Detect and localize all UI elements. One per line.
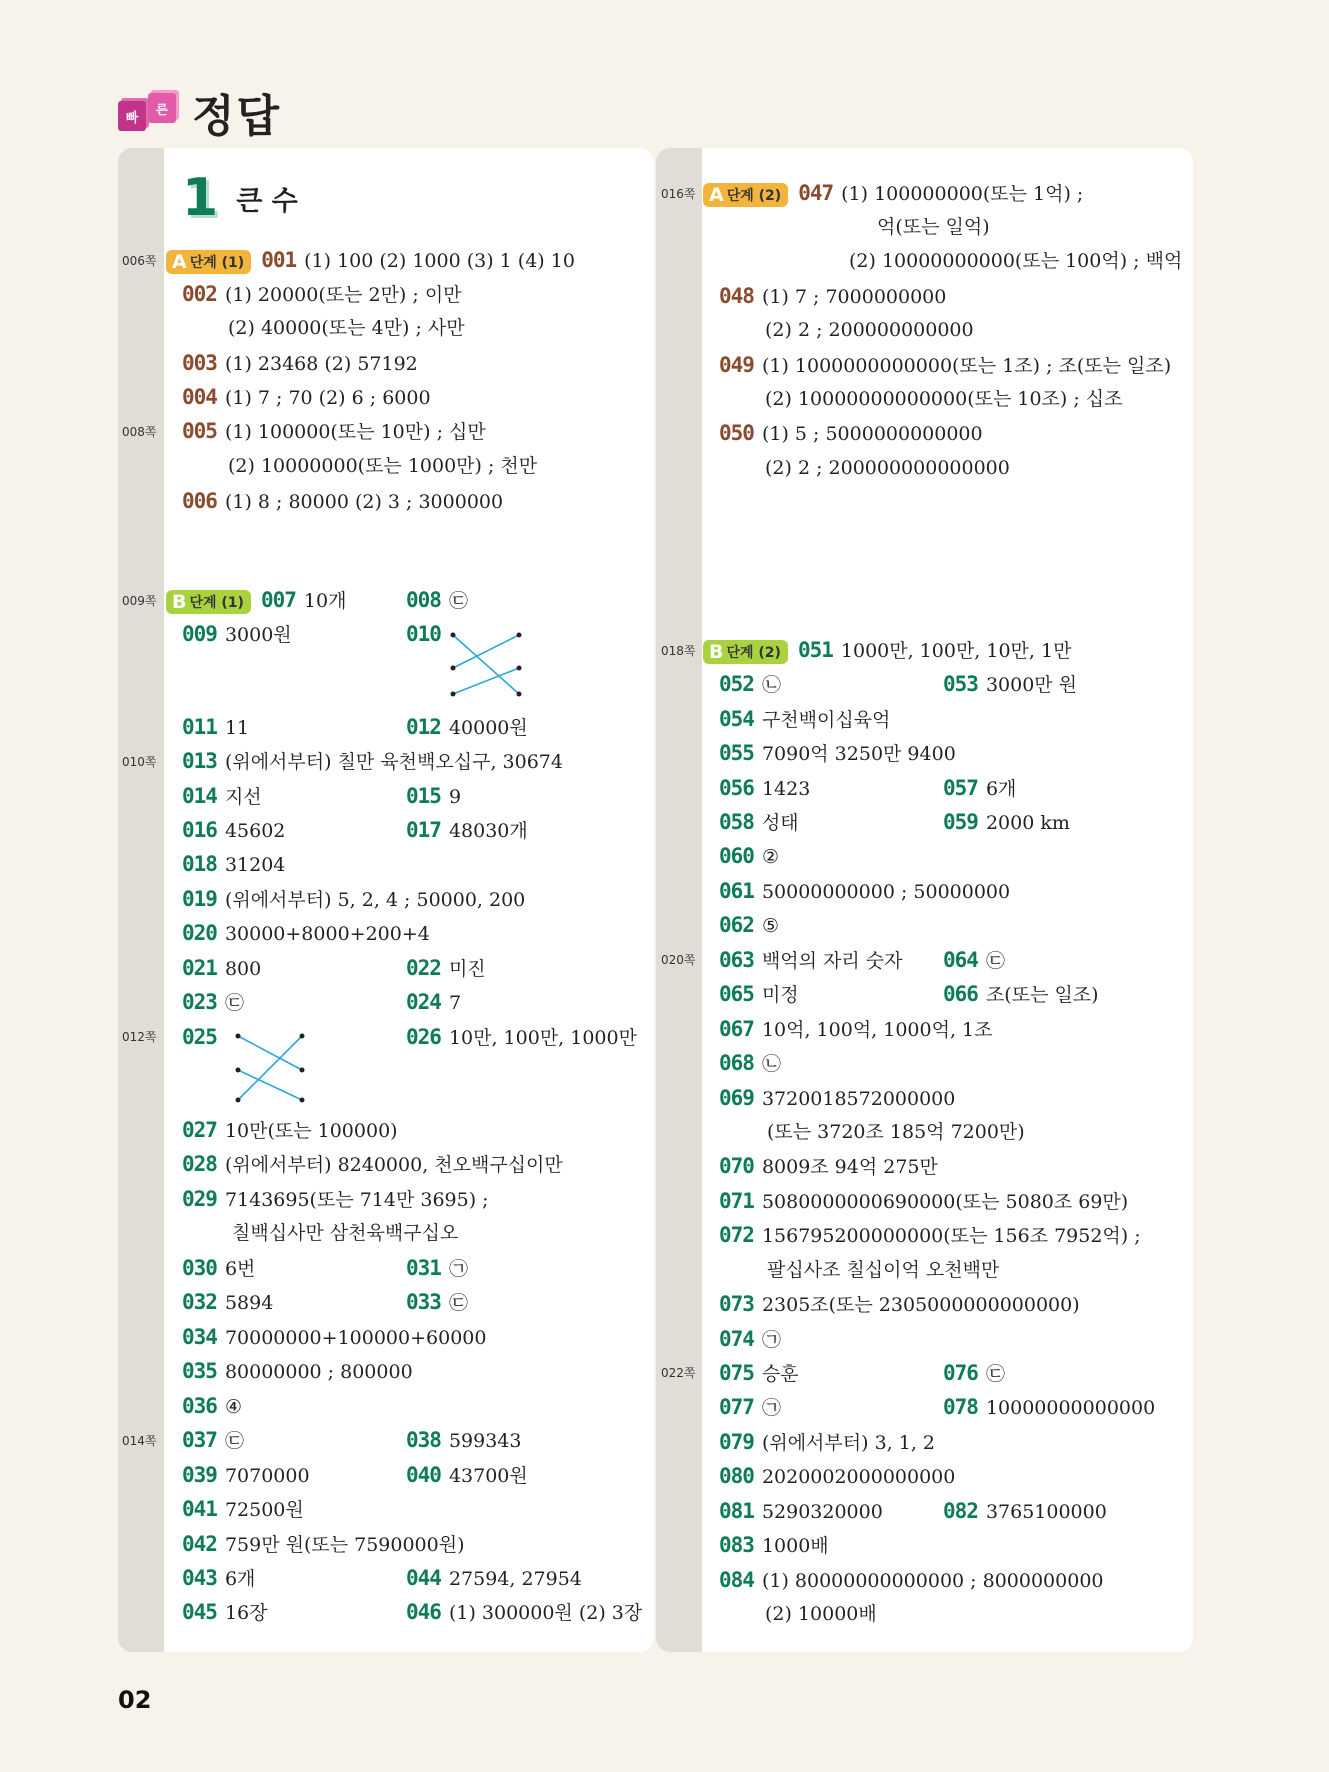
answer-text: 7143695(또는 714만 3695) ; xyxy=(224,1189,489,1211)
answer-row xyxy=(182,818,285,843)
answer-number: 081 xyxy=(719,1499,754,1523)
answer-text: 5290320000 xyxy=(761,1501,883,1523)
answer-text: 45602 xyxy=(224,820,286,842)
answer-text: 승훈 xyxy=(761,1363,799,1385)
answer-row xyxy=(406,1566,582,1591)
answer-row xyxy=(182,715,249,740)
answer-number: 031 xyxy=(406,1256,441,1280)
answer-text: 2305조(또는 2305000000000000) xyxy=(761,1294,1080,1316)
answer-row xyxy=(182,419,486,444)
answer-text: ㉠ xyxy=(761,1329,781,1351)
answer-row xyxy=(943,1395,1155,1420)
answer-cont: (또는 3720조 185억 7200만) xyxy=(767,1121,1025,1143)
answer-row xyxy=(182,1359,413,1384)
answer-number: 004 xyxy=(182,385,217,409)
answer-number: 037 xyxy=(182,1428,217,1452)
logo-cube: 빠 xyxy=(118,101,146,131)
answer-row xyxy=(406,715,528,740)
answer-row xyxy=(703,638,1071,664)
answer-row xyxy=(406,784,461,809)
answer-text: ㉠ xyxy=(448,1258,468,1280)
answer-row xyxy=(182,282,462,307)
answer-row xyxy=(943,810,1070,835)
answer-row xyxy=(182,1025,225,1050)
answer-number: 041 xyxy=(182,1497,217,1521)
answer-text: 7070000 xyxy=(224,1465,310,1487)
answer-text: (위에서부터) 칠만 육천백오십구, 30674 xyxy=(224,751,563,773)
answer-text: ㉡ xyxy=(761,674,781,696)
answer-number: 032 xyxy=(182,1290,217,1314)
answer-text: 50000000000 ; 50000000 xyxy=(761,881,1011,903)
stage-badge: A 단계 (2) xyxy=(703,183,788,207)
answer-number: 052 xyxy=(719,672,754,696)
answer-text: 800 xyxy=(224,958,262,980)
answer-text: 10만(또는 100000) xyxy=(224,1120,398,1142)
answer-number: 047 xyxy=(798,181,834,205)
answer-text: ㉡ xyxy=(761,1053,781,1075)
answer-row xyxy=(406,622,449,647)
answer-number: 020 xyxy=(182,921,217,945)
answer-number: 017 xyxy=(406,818,441,842)
answer-text: 3720018572000000 xyxy=(761,1088,956,1110)
answer-number: 083 xyxy=(719,1533,754,1557)
answer-number: 030 xyxy=(182,1256,217,1280)
answer-text: 3000원 xyxy=(224,624,292,646)
answer-number: 016 xyxy=(182,818,217,842)
answer-number: 014 xyxy=(182,784,217,808)
answer-row xyxy=(406,956,486,981)
answer-text: 43700원 xyxy=(448,1465,528,1487)
answer-number: 071 xyxy=(719,1189,754,1213)
answer-number: 015 xyxy=(406,784,441,808)
chapter-number: 1 xyxy=(182,168,219,228)
answer-text: (1) 100000(또는 10만) ; 십만 xyxy=(224,421,486,443)
answer-text: 구천백이십육억 xyxy=(761,709,891,731)
answer-row xyxy=(719,421,983,446)
answer-text: ㉢ xyxy=(985,950,1005,972)
answer-number: 039 xyxy=(182,1463,217,1487)
answer-text: (1) 80000000000000 ; 8000000000 xyxy=(761,1570,1104,1592)
answer-row xyxy=(182,1290,273,1315)
answer-cont: (2) 10000000000000(또는 10조) ; 십조 xyxy=(765,388,1123,410)
answer-text: 3765100000 xyxy=(985,1501,1107,1523)
answer-number: 074 xyxy=(719,1327,754,1351)
answer-row xyxy=(719,1292,1080,1317)
page-ref: 020쪽 xyxy=(661,953,696,967)
answer-text: (1) 7 ; 7000000000 xyxy=(761,286,947,308)
logo-cube: 른 xyxy=(148,93,176,123)
page-ref: 008쪽 xyxy=(122,425,157,439)
answer-text: ㉠ xyxy=(761,1397,781,1419)
answer-row xyxy=(182,489,503,514)
answer-number: 060 xyxy=(719,844,754,868)
answer-number: 001 xyxy=(261,248,297,272)
answer-number: 013 xyxy=(182,749,217,773)
answer-text: ④ xyxy=(224,1396,242,1418)
answer-number: 003 xyxy=(182,351,217,375)
matching-lines-diagram xyxy=(448,628,526,704)
answer-number: 058 xyxy=(719,810,754,834)
answer-row xyxy=(182,887,525,912)
answer-number: 070 xyxy=(719,1154,754,1178)
answer-number: 078 xyxy=(943,1395,978,1419)
answer-row xyxy=(182,852,285,877)
answer-number: 075 xyxy=(719,1361,754,1385)
answer-text: (1) 300000원 (2) 3장 xyxy=(448,1602,643,1624)
answer-row xyxy=(719,1499,883,1524)
answer-row xyxy=(719,982,799,1007)
answer-row xyxy=(182,1428,244,1453)
answer-number: 045 xyxy=(182,1600,217,1624)
answer-row xyxy=(182,1600,267,1625)
answer-row xyxy=(943,1499,1107,1524)
answer-text: (1) 23468 (2) 57192 xyxy=(224,353,418,375)
answer-row xyxy=(182,1532,465,1557)
stage-badge: B 단계 (1) xyxy=(166,590,251,614)
answer-row xyxy=(166,248,575,274)
answer-text: 30000+8000+200+4 xyxy=(224,923,430,945)
answer-number: 034 xyxy=(182,1325,217,1349)
logo xyxy=(118,87,180,137)
answer-row xyxy=(943,1361,1005,1386)
page-ref: 016쪽 xyxy=(661,187,696,201)
answer-text: (위에서부터) 3, 1, 2 xyxy=(761,1432,935,1454)
answer-row xyxy=(406,588,468,613)
answer-number: 008 xyxy=(406,588,441,612)
answer-number: 048 xyxy=(719,284,754,308)
answer-text: 3000만 원 xyxy=(985,674,1078,696)
page-ref: 022쪽 xyxy=(661,1366,696,1380)
answer-number: 012 xyxy=(406,715,441,739)
answer-number: 002 xyxy=(182,282,217,306)
answer-row xyxy=(182,1325,486,1350)
answer-row xyxy=(406,1600,642,1625)
answer-row xyxy=(406,1463,528,1488)
answer-text: (1) 100 (2) 1000 (3) 1 (4) 10 xyxy=(304,250,575,272)
answer-number: 049 xyxy=(719,353,754,377)
answer-row xyxy=(719,353,1171,378)
answer-text: (1) 5 ; 5000000000000 xyxy=(761,423,983,445)
answer-number: 036 xyxy=(182,1394,217,1418)
answer-number: 019 xyxy=(182,887,217,911)
answer-row xyxy=(182,1394,242,1419)
answer-text: ㉢ xyxy=(985,1363,1005,1385)
answer-number: 038 xyxy=(406,1428,441,1452)
answer-number: 046 xyxy=(406,1600,441,1624)
stage-badge: A 단계 (1) xyxy=(166,250,251,274)
answer-row xyxy=(406,990,461,1015)
answer-number: 073 xyxy=(719,1292,754,1316)
answer-number: 082 xyxy=(943,1499,978,1523)
answer-row xyxy=(182,1497,304,1522)
answer-number: 018 xyxy=(182,852,217,876)
answer-number: 005 xyxy=(182,419,217,443)
answer-row xyxy=(719,810,799,835)
answer-row xyxy=(406,1256,468,1281)
answer-number: 024 xyxy=(406,990,441,1014)
answer-row xyxy=(182,622,292,647)
answer-text: 2020002000000000 xyxy=(761,1466,956,1488)
answer-text: 156795200000000(또는 156조 7952억) ; xyxy=(761,1225,1141,1247)
answer-row xyxy=(719,1361,799,1386)
answer-row xyxy=(406,1025,637,1050)
answer-row xyxy=(703,181,1083,207)
answer-row xyxy=(719,844,779,869)
answer-row xyxy=(719,948,903,973)
answer-row xyxy=(182,385,431,410)
answer-row xyxy=(719,1533,829,1558)
answer-text: (위에서부터) 8240000, 천오백구십이만 xyxy=(224,1154,563,1176)
page-ref: 010쪽 xyxy=(122,755,157,769)
answer-text: 10만, 100만, 1000만 xyxy=(448,1027,637,1049)
answer-number: 064 xyxy=(943,948,978,972)
answer-number: 077 xyxy=(719,1395,754,1419)
page-number: 02 xyxy=(118,1686,152,1714)
answer-text: 6개 xyxy=(224,1568,256,1590)
answer-number: 009 xyxy=(182,622,217,646)
answer-cont: (2) 10000배 xyxy=(765,1603,877,1625)
answer-text: 성태 xyxy=(761,812,799,834)
answer-number: 033 xyxy=(406,1290,441,1314)
chapter-heading xyxy=(182,168,298,228)
answer-number: 057 xyxy=(943,776,978,800)
answer-cont: 억(또는 일억) xyxy=(877,216,990,238)
answer-text: 8009조 94억 275만 xyxy=(761,1156,938,1178)
answer-text: (1) 7 ; 70 (2) 6 ; 6000 xyxy=(224,387,431,409)
answer-row xyxy=(406,1428,521,1453)
answer-text: 5894 xyxy=(224,1292,274,1314)
answer-number: 040 xyxy=(406,1463,441,1487)
answer-number: 055 xyxy=(719,741,754,765)
answer-row xyxy=(719,741,956,766)
answer-cont: (2) 2 ; 200000000000 xyxy=(765,319,974,341)
answer-text: 5080000000690000(또는 5080조 69만) xyxy=(761,1191,1129,1213)
answer-text: 7090억 3250만 9400 xyxy=(761,743,956,765)
answer-row xyxy=(182,1152,563,1177)
answer-text: 백억의 자리 숫자 xyxy=(761,950,903,972)
answer-row xyxy=(406,1290,468,1315)
page-ref: 018쪽 xyxy=(661,644,696,658)
answer-text: 6번 xyxy=(224,1258,256,1280)
answer-text: 599343 xyxy=(448,1430,522,1452)
answer-row xyxy=(182,1118,398,1143)
answer-text: 2000 km xyxy=(985,812,1070,834)
answer-number: 050 xyxy=(719,421,754,445)
stage-badge: B 단계 (2) xyxy=(703,640,788,664)
answer-text: 1423 xyxy=(761,778,811,800)
answer-text: (1) 8 ; 80000 (2) 3 ; 3000000 xyxy=(224,491,504,513)
answer-text: 10000000000000 xyxy=(985,1397,1156,1419)
answer-row xyxy=(182,1463,310,1488)
page-ref: 006쪽 xyxy=(122,254,157,268)
answer-row xyxy=(719,1568,1104,1593)
answer-row xyxy=(719,913,779,938)
answer-number: 068 xyxy=(719,1051,754,1075)
answer-number: 026 xyxy=(406,1025,441,1049)
answer-number: 051 xyxy=(797,638,833,662)
answer-row xyxy=(719,672,781,697)
answer-row xyxy=(719,1154,938,1179)
answer-row xyxy=(406,818,528,843)
answer-row xyxy=(943,776,1016,801)
answer-text: 1000배 xyxy=(761,1535,829,1557)
answer-text: 31204 xyxy=(224,854,286,876)
answer-number: 054 xyxy=(719,707,754,731)
answer-number: 010 xyxy=(406,622,441,646)
answer-row xyxy=(719,1086,955,1111)
answer-text: 16장 xyxy=(224,1602,268,1624)
answer-row xyxy=(719,1464,955,1489)
answer-row xyxy=(182,351,418,376)
answer-text: ② xyxy=(761,846,779,868)
answer-text: 80000000 ; 800000 xyxy=(224,1361,413,1383)
page-header xyxy=(118,82,281,142)
answer-number: 061 xyxy=(719,879,754,903)
page-ref: 014쪽 xyxy=(122,1434,157,1448)
answer-text: (1) 100000000(또는 1억) ; xyxy=(841,183,1084,205)
answer-number: 043 xyxy=(182,1566,217,1590)
answer-row xyxy=(943,948,1005,973)
answer-number: 028 xyxy=(182,1152,217,1176)
answer-text: ㉢ xyxy=(224,1430,244,1452)
answer-number: 053 xyxy=(943,672,978,696)
matching-lines-diagram xyxy=(232,1030,308,1106)
answer-text: 1000만, 100만, 10만, 1만 xyxy=(840,640,1072,662)
answer-text: 27594, 27954 xyxy=(448,1568,582,1590)
answer-row xyxy=(182,1566,255,1591)
answer-number: 044 xyxy=(406,1566,441,1590)
answer-row xyxy=(719,1430,935,1455)
answer-text: 72500원 xyxy=(224,1499,304,1521)
answer-number: 080 xyxy=(719,1464,754,1488)
answer-number: 023 xyxy=(182,990,217,1014)
answer-text: 10억, 100억, 1000억, 1조 xyxy=(761,1019,993,1041)
answer-number: 027 xyxy=(182,1118,217,1142)
answer-number: 072 xyxy=(719,1223,754,1247)
answer-number: 076 xyxy=(943,1361,978,1385)
answer-row xyxy=(719,284,946,309)
answer-text: 10개 xyxy=(303,590,347,612)
answer-number: 059 xyxy=(943,810,978,834)
answer-row xyxy=(182,1187,489,1212)
answer-row xyxy=(182,956,261,981)
answer-text: 48030개 xyxy=(448,820,528,842)
answer-text: 지선 xyxy=(224,786,262,808)
answer-row xyxy=(182,784,262,809)
answer-cont: 칠백십사만 삼천육백구십오 xyxy=(232,1222,459,1244)
answer-number: 063 xyxy=(719,948,754,972)
answer-number: 029 xyxy=(182,1187,217,1211)
answer-number: 066 xyxy=(943,982,978,1006)
answer-row xyxy=(943,982,1099,1007)
answer-row xyxy=(943,672,1077,697)
answer-cont: 팔십사조 칠십이억 오천백만 xyxy=(767,1259,1000,1281)
answer-row xyxy=(182,921,430,946)
answer-row xyxy=(182,749,563,774)
answer-row xyxy=(166,588,346,614)
answer-text: 6개 xyxy=(985,778,1017,800)
page-ref-gutter xyxy=(656,148,702,1652)
answer-number: 079 xyxy=(719,1430,754,1454)
answer-row xyxy=(182,1256,255,1281)
answer-text: 미진 xyxy=(448,958,486,980)
answer-cont: (2) 10000000000(또는 100억) ; 백억 xyxy=(849,250,1183,272)
answer-text: (1) 20000(또는 2만) ; 이만 xyxy=(224,284,462,306)
answer-text: ㉢ xyxy=(448,1292,468,1314)
answer-row xyxy=(719,1051,781,1076)
answer-row xyxy=(719,1017,992,1042)
answer-text: 759만 원(또는 7590000원) xyxy=(224,1534,465,1556)
answer-number: 021 xyxy=(182,956,217,980)
answer-text: 9 xyxy=(448,786,462,808)
answer-text: (1) 1000000000000(또는 1조) ; 조(또는 일조) xyxy=(761,355,1172,377)
answer-number: 007 xyxy=(260,588,296,612)
answer-cont: (2) 40000(또는 4만) ; 사만 xyxy=(228,317,465,339)
answer-text: 40000원 xyxy=(448,717,528,739)
answer-row xyxy=(719,707,890,732)
answer-text: ⑤ xyxy=(761,915,779,937)
page-title: 정답 xyxy=(192,91,282,142)
answer-number: 056 xyxy=(719,776,754,800)
answer-number: 035 xyxy=(182,1359,217,1383)
answer-number: 084 xyxy=(719,1568,754,1592)
answer-number: 069 xyxy=(719,1086,754,1110)
chapter-title: 큰 수 xyxy=(236,185,298,217)
page-ref: 009쪽 xyxy=(122,594,157,608)
answer-row xyxy=(719,1189,1128,1214)
answer-number: 022 xyxy=(406,956,441,980)
answer-number: 065 xyxy=(719,982,754,1006)
answer-text: 미정 xyxy=(761,984,799,1006)
answer-cont: (2) 10000000(또는 1000만) ; 천만 xyxy=(228,455,538,477)
answer-text: 조(또는 일조) xyxy=(985,984,1099,1006)
page-ref: 012쪽 xyxy=(122,1030,157,1044)
answer-text: 7 xyxy=(448,992,462,1014)
answer-number: 025 xyxy=(182,1025,217,1049)
answer-text: (위에서부터) 5, 2, 4 ; 50000, 200 xyxy=(224,889,526,911)
answer-number: 006 xyxy=(182,489,217,513)
answer-row xyxy=(182,990,244,1015)
answer-row xyxy=(719,1395,781,1420)
answer-text: ㉢ xyxy=(448,590,468,612)
answer-text: ㉢ xyxy=(224,992,244,1014)
answer-row xyxy=(719,1327,781,1352)
answer-number: 062 xyxy=(719,913,754,937)
answer-text: 11 xyxy=(224,717,250,739)
answer-row xyxy=(719,1223,1141,1248)
answer-number: 011 xyxy=(182,715,217,739)
answer-number: 067 xyxy=(719,1017,754,1041)
answer-number: 042 xyxy=(182,1532,217,1556)
answer-cont: (2) 2 ; 200000000000000 xyxy=(765,457,1010,479)
answer-row xyxy=(719,879,1010,904)
answer-row xyxy=(719,776,810,801)
page-ref-gutter xyxy=(118,148,164,1652)
answer-text: 70000000+100000+60000 xyxy=(224,1327,487,1349)
